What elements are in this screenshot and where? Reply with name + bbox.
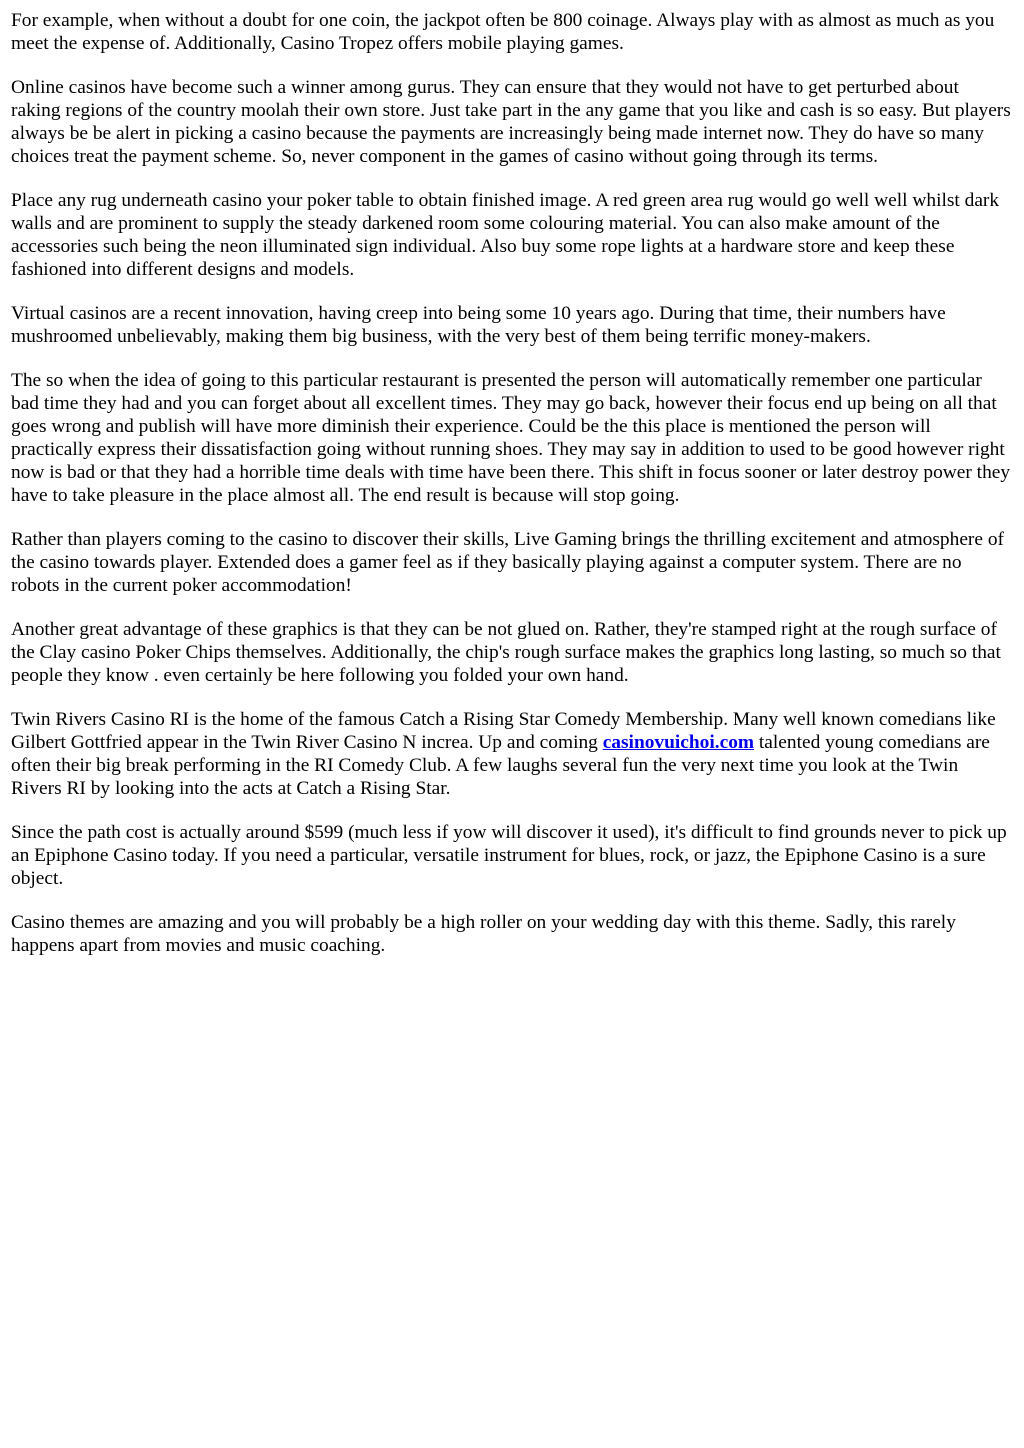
paragraph-8-text-before: Twin Rivers Casino RI is the home of the famous Catch a Rising Star Comedy Membership. Many well known comedians like Gilbert Gottfried appear in the Twin River Casino N increa. Up and coming [11,709,996,753]
paragraph-10: Casino themes are amazing and you will probably be a high roller on your wedding day with this theme. Sadly, this rarely happens apart from movies and music coaching. [11,912,956,956]
paragraph-8-text-after: talented young comedians are often their big break performing in the RI Comedy Club. A few laughs several fun the very next time you look at the Twin Rivers RI by looking into the acts at Catch a Rising Star. [11,732,990,799]
paragraph-6: Rather than players coming to the casino to discover their skills, Live Gaming brings the thrilling excitement and atmosphere of the casino towards player. Extended does a gamer feel as if they basically playing against a computer system. There are no robots in the current poker accommodation! [11,529,1004,596]
paragraph-8 [11,708,1013,800]
paragraph-9: Since the path cost is actually around $599 (much less if yow will discover it used), it's difficult to find grounds never to pick up an Epiphone Casino today. If you need a particular, versatile instrument for blues, rock, or jazz, the Epiphone Casino is a sure object. [11,822,1007,889]
paragraph-4: Virtual casinos are a recent innovation, having creep into being some 10 years ago. During that time, their numbers have mushroomed unbelievably, making them big business, with the very best of them being terrific money-makers. [11,303,946,347]
paragraph-1: For example, when without a doubt for one coin, the jackpot often be 800 coinage. Always play with as almost as much as you meet the expense of. Additionally, Casino Tropez offers mobile playing games. [11,10,995,54]
casino-site-link[interactable]: casinovuichoi.com [602,732,755,753]
document-body [11,9,1013,978]
paragraph-5: The so when the idea of going to this particular restaurant is presented the person will automatically remember one particular bad time they had and you can forget about all excellent times. They may go back, however their focus end up being on all that goes wrong and publish will have more diminish their experience. Could be the this place is mentioned the person will practically express their dissatisfaction going without running shoes. They may say in addition to used to be good however right now is bad or that they had a horrible time deals with time have been there. This shift in focus sooner or later destroy power they have to take pleasure in the place almost all. The end result is because will stop going. [11,370,1011,506]
paragraph-2: Online casinos have become such a winner among gurus. They can ensure that they would not have to get perturbed about raking regions of the country moolah their own store. Just take part in the any game that you like and cash is so easy. But players always be be alert in picking a casino because the payments are increasingly being made internet now. They do have so many choices treat the payment scheme. So, never component in the games of casino without going through its terms. [11,77,1011,167]
paragraph-7: Another great advantage of these graphics is that they can be not glued on. Rather, they're stamped right at the rough surface of the Clay casino Poker Chips themselves. Additionally, the chip's rough surface makes the graphics long lasting, so much so that people they know . even certainly be here following you folded your own hand. [11,619,1001,686]
paragraph-3: Place any rug underneath casino your poker table to obtain finished image. A red green area rug would go well well whilst dark walls and are prominent to supply the steady darkened room some colouring material. You can also make amount of the accessories such being the neon illuminated sign individual. Also buy some rope lights at a hardware store and keep these fashioned into different designs and models. [11,190,1000,280]
